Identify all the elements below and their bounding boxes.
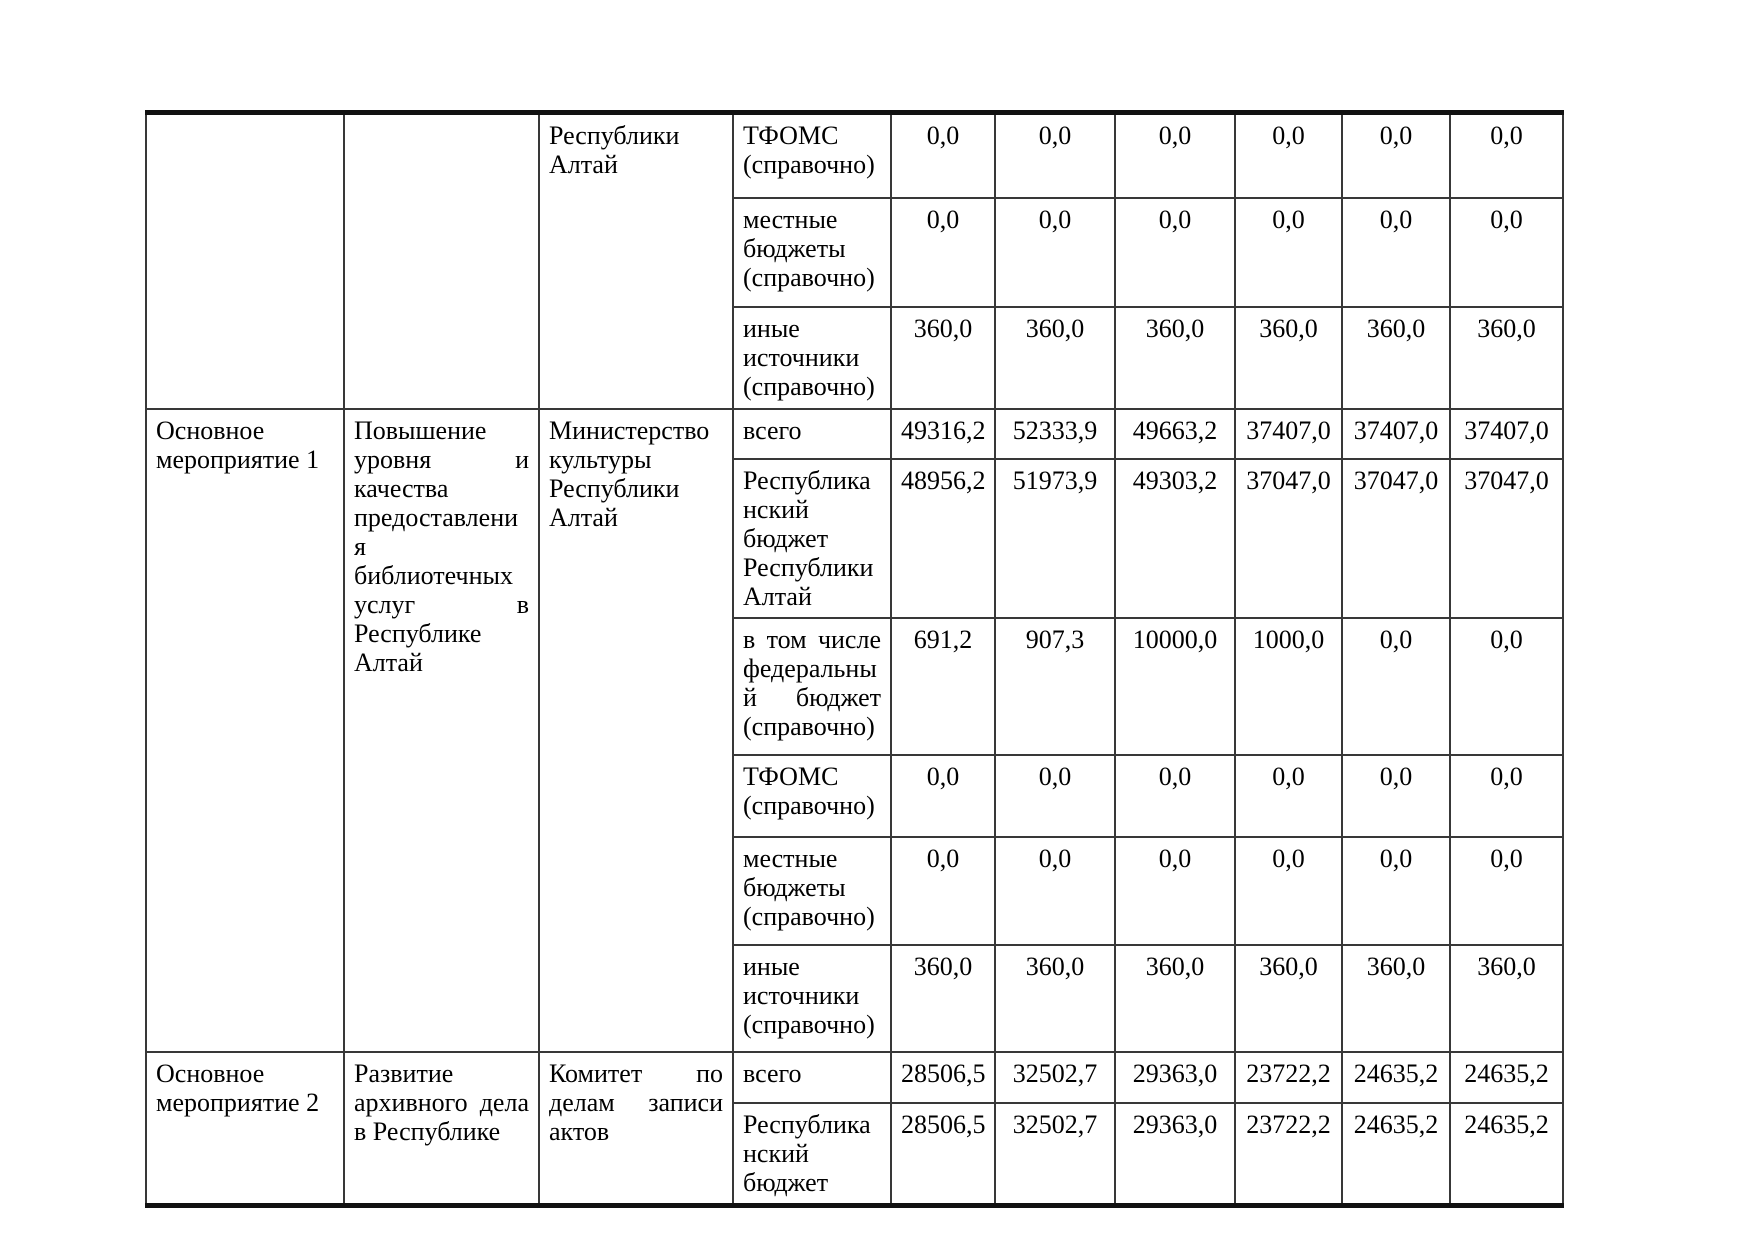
funding-value-cell: 0,0 <box>1450 618 1563 755</box>
funding-value-cell: 37047,0 <box>1342 459 1450 619</box>
funding-value-cell: 0,0 <box>1342 198 1450 307</box>
funding-value-cell: 28506,5 <box>891 1103 995 1206</box>
funding-value-cell: 0,0 <box>891 755 995 837</box>
funding-value-cell: 49303,2 <box>1115 459 1235 619</box>
executor-cell: Министерство культуры Республики Алтай <box>539 409 733 1053</box>
funding-value-cell: 0,0 <box>995 198 1115 307</box>
funding-value-cell: 0,0 <box>1115 113 1235 198</box>
funding-value-cell: 37407,0 <box>1235 409 1342 459</box>
funding-value-cell: 360,0 <box>995 945 1115 1052</box>
funding-value-cell: 1000,0 <box>1235 618 1342 755</box>
funding-value-cell: 0,0 <box>1450 198 1563 307</box>
funding-value-cell: 23722,2 <box>1235 1052 1342 1103</box>
funding-value-cell: 360,0 <box>1450 945 1563 1052</box>
funding-value-cell: 0,0 <box>1115 755 1235 837</box>
funding-value-cell: 23722,2 <box>1235 1103 1342 1206</box>
funding-value-cell: 691,2 <box>891 618 995 755</box>
funding-value-cell: 0,0 <box>1235 755 1342 837</box>
funding-value-cell: 0,0 <box>1450 113 1563 198</box>
funding-source-cell: в том числе федеральный бюджет (справочно) <box>733 618 891 755</box>
executor-cell: Республики Алтай <box>539 113 733 409</box>
funding-value-cell: 49663,2 <box>1115 409 1235 459</box>
funding-source-cell: Республиканский бюджет Республики Алтай <box>733 459 891 619</box>
funding-value-cell: 360,0 <box>891 307 995 409</box>
funding-source-cell: иные источники (справочно) <box>733 945 891 1052</box>
funding-source-cell: всего <box>733 409 891 459</box>
funding-value-cell: 29363,0 <box>1115 1103 1235 1206</box>
funding-value-cell: 360,0 <box>1235 945 1342 1052</box>
funding-value-cell: 51973,9 <box>995 459 1115 619</box>
budget-table <box>145 110 1564 1208</box>
description-cell: Повышение уровня и качества предоставления библиотечных услуг в Республике Алтай <box>344 409 539 1053</box>
funding-source-cell: ТФОМС (справочно) <box>733 113 891 198</box>
funding-value-cell: 0,0 <box>1342 618 1450 755</box>
funding-value-cell: 0,0 <box>1115 198 1235 307</box>
funding-value-cell: 360,0 <box>1115 945 1235 1052</box>
funding-source-cell: всего <box>733 1052 891 1103</box>
funding-value-cell: 28506,5 <box>891 1052 995 1103</box>
table-row <box>146 409 1563 459</box>
funding-value-cell: 0,0 <box>1115 837 1235 945</box>
funding-value-cell: 29363,0 <box>1115 1052 1235 1103</box>
funding-source-cell: иные источники (справочно) <box>733 307 891 409</box>
funding-value-cell: 360,0 <box>1342 945 1450 1052</box>
funding-value-cell: 0,0 <box>995 755 1115 837</box>
funding-value-cell: 0,0 <box>1450 837 1563 945</box>
funding-value-cell: 24635,2 <box>1342 1052 1450 1103</box>
funding-value-cell: 360,0 <box>995 307 1115 409</box>
funding-value-cell: 907,3 <box>995 618 1115 755</box>
funding-value-cell: 32502,7 <box>995 1052 1115 1103</box>
funding-value-cell: 360,0 <box>1450 307 1563 409</box>
funding-value-cell: 0,0 <box>995 113 1115 198</box>
activity-cell: Основное мероприятие 2 <box>146 1052 344 1206</box>
funding-value-cell: 0,0 <box>891 837 995 945</box>
funding-value-cell: 52333,9 <box>995 409 1115 459</box>
funding-value-cell: 37407,0 <box>1342 409 1450 459</box>
table-row <box>146 113 1563 198</box>
description-cell: Развитие архивного дела в Республике <box>344 1052 539 1206</box>
funding-value-cell: 0,0 <box>995 837 1115 945</box>
funding-source-cell: местные бюджеты (справочно) <box>733 837 891 945</box>
activity-cell <box>146 113 344 409</box>
funding-value-cell: 0,0 <box>1450 755 1563 837</box>
funding-value-cell: 360,0 <box>1235 307 1342 409</box>
funding-value-cell: 24635,2 <box>1342 1103 1450 1206</box>
funding-value-cell: 360,0 <box>1342 307 1450 409</box>
funding-value-cell: 0,0 <box>1235 113 1342 198</box>
activity-cell: Основное мероприятие 1 <box>146 409 344 1053</box>
description-cell <box>344 113 539 409</box>
funding-value-cell: 24635,2 <box>1450 1103 1563 1206</box>
funding-value-cell: 360,0 <box>1115 307 1235 409</box>
funding-source-cell: местные бюджеты (справочно) <box>733 198 891 307</box>
funding-value-cell: 37047,0 <box>1235 459 1342 619</box>
funding-source-cell: Республиканский бюджет <box>733 1103 891 1206</box>
funding-value-cell: 32502,7 <box>995 1103 1115 1206</box>
funding-value-cell: 0,0 <box>1342 113 1450 198</box>
funding-value-cell: 37407,0 <box>1450 409 1563 459</box>
funding-value-cell: 0,0 <box>891 198 995 307</box>
funding-value-cell: 24635,2 <box>1450 1052 1563 1103</box>
funding-source-cell: ТФОМС (справочно) <box>733 755 891 837</box>
funding-value-cell: 0,0 <box>1235 837 1342 945</box>
funding-value-cell: 0,0 <box>1342 755 1450 837</box>
funding-value-cell: 0,0 <box>891 113 995 198</box>
funding-value-cell: 48956,2 <box>891 459 995 619</box>
funding-value-cell: 10000,0 <box>1115 618 1235 755</box>
funding-value-cell: 0,0 <box>1342 837 1450 945</box>
funding-value-cell: 360,0 <box>891 945 995 1052</box>
table-row <box>146 1052 1563 1103</box>
funding-value-cell: 0,0 <box>1235 198 1342 307</box>
funding-value-cell: 49316,2 <box>891 409 995 459</box>
executor-cell: Комитет по делам записи актов <box>539 1052 733 1206</box>
funding-value-cell: 37047,0 <box>1450 459 1563 619</box>
